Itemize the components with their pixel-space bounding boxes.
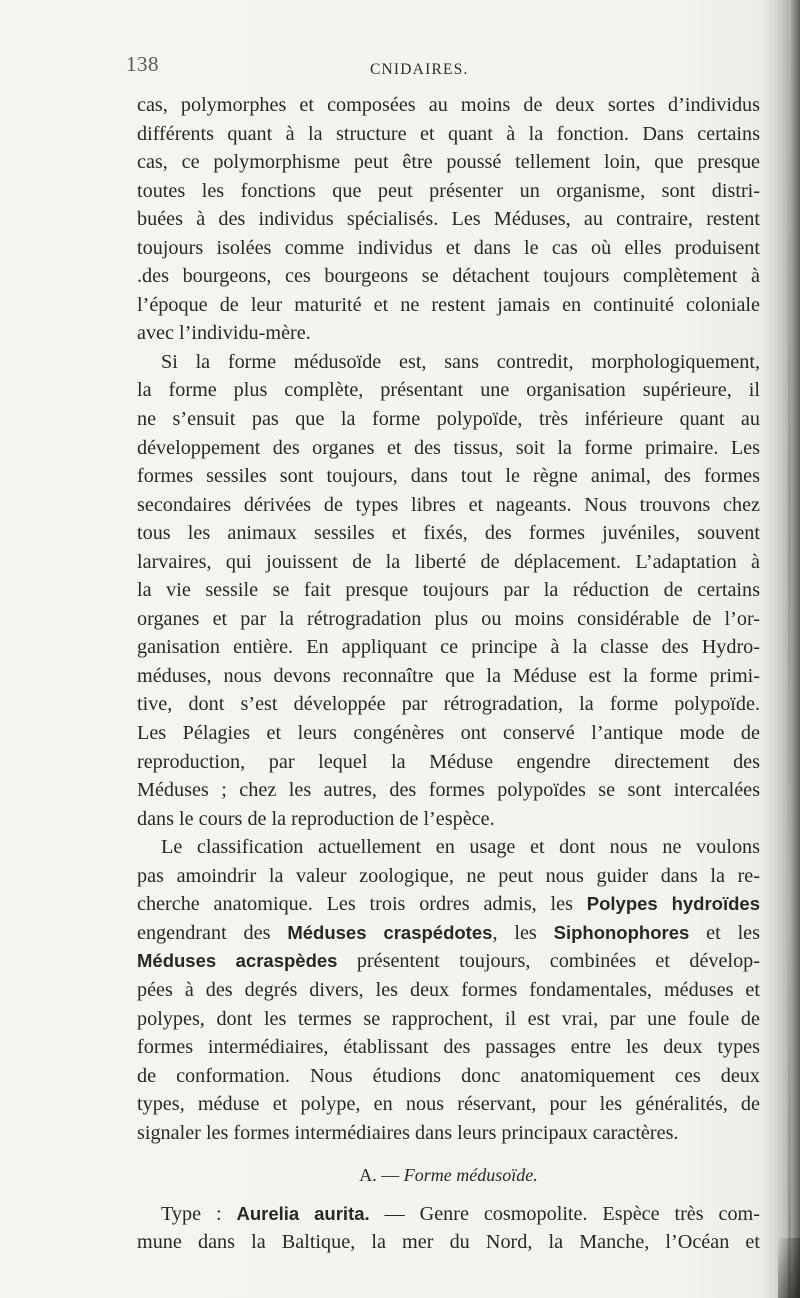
text-line: .des bourgeons, ces bourgeons se détachent toujours complètement à [137, 265, 760, 288]
taxon-polypes-hydroides: Polypes hydroïdes [586, 893, 760, 915]
page-corner-shadow [778, 1238, 800, 1298]
text-line: Les Pélagies et leurs congénères ont conservé l’antique mode de [137, 722, 760, 745]
text-line: de conformation. Nous étudions donc anatomiquement ces deux [137, 1064, 760, 1087]
section-label: A. — [359, 1165, 404, 1186]
text-line: buées à des individus spécialisés. Les Méduses, au contraire, restent [137, 208, 760, 231]
text-line: secondaires dérivées de types libres et nageants. Nous trouvons chez [137, 493, 760, 516]
text-line: cas, polymorphes et composées au moins de deux sortes d’individus [137, 94, 760, 116]
text-line: types, méduse et polype, en nous réservant, pour les généralités, de [137, 1093, 760, 1116]
paragraph-2 [137, 348, 760, 833]
text-run: engendrant des [137, 921, 288, 944]
text-line [137, 1200, 760, 1229]
paragraph-4 [137, 1200, 760, 1257]
text-line: toujours isolées comme individus et dans le cas où elles produisent [137, 236, 760, 259]
text-line: polypes, dont les termes se rapprochent, il est vrai, par une foule de [137, 1007, 760, 1030]
body-text [137, 91, 760, 1257]
section-title: Forme médusoïde. [403, 1165, 538, 1186]
text-line: la forme plus complète, présentant une organisation supérieure, il [137, 379, 760, 402]
text-line: toutes les fonctions que peut présenter un organisme, sont distri- [137, 179, 760, 202]
taxon-siphonophores: Siphonophores [553, 921, 690, 943]
text-line: dans le cours de la reproduction de l’espèce. [137, 807, 495, 830]
text-line: différents quant à la structure et quant à la fonction. Dans certains [137, 122, 760, 145]
text-line: signaler les formes intermédiaires dans leurs principaux caractères. [137, 1121, 679, 1144]
text-run: cherche anatomique. Les trois ordres admis, les [137, 893, 587, 916]
text-line: formes intermédiaires, établissant des passages entre les deux types [137, 1036, 760, 1059]
text-line: formes sessiles sont toujours, dans tout le règne animal, des formes [137, 465, 760, 488]
text-line: larvaires, qui jouissent de la liberté de déplacement. L’adaptation à [137, 550, 760, 573]
page-header [0, 52, 800, 82]
paragraph-3 [137, 833, 760, 1147]
text-line: avec l’individu-mère. [137, 322, 311, 345]
text-line: Si la forme médusoïde est, sans contredit, morphologiquement, [161, 350, 760, 373]
text-line: l’époque de leur maturité et ne restent jamais en continuité coloniale [137, 293, 760, 316]
text-run: présentent toujours, combinées et dévelop- [337, 950, 760, 973]
page-edge-shadow [762, 0, 800, 1298]
text-line: Méduses ; chez les autres, des formes polypoïdes se sont intercalées [137, 779, 760, 802]
text-line: organes et par la rétrogradation plus ou moins considérable de l’or- [137, 607, 760, 630]
taxon-meduses-craspedotes: Méduses craspédotes [287, 921, 493, 943]
text-line: développement des organes et des tissus, soit la forme primaire. Les [137, 436, 760, 459]
text-line: tous les animaux sessiles et fixés, des formes juvéniles, souvent [137, 522, 760, 545]
text-line: Le classification actuellement en usage et dont nous ne voulons [161, 836, 760, 859]
text-line: méduses, nous devons reconnaître que la Méduse est la forme primi- [137, 664, 760, 687]
text-line: pées à des degrés divers, les deux formes fondamentales, méduses et [137, 978, 760, 1001]
text-line [137, 947, 760, 976]
text-line: reproduction, par lequel la Méduse engendre directement des [137, 750, 760, 773]
text-line: ganisation entière. En appliquant ce principe à la classe des Hydro- [137, 636, 760, 659]
text-run: — Genre cosmopolite. Espèce très com- [369, 1202, 760, 1225]
text-line: cas, ce polymorphisme peut être poussé tellement loin, que presque [137, 151, 760, 174]
text-line [137, 890, 760, 919]
text-line: la vie sessile se fait presque toujours par la réduction de certains [137, 579, 760, 602]
taxon-aurelia-aurita: Aurelia aurita. [236, 1202, 370, 1224]
text-run: Type : [161, 1202, 237, 1225]
text-run: et les [689, 921, 761, 944]
text-line: ne s’ensuit pas que la forme polypoïde, très inférieure quant au [137, 408, 760, 431]
running-head: CNIDAIRES. [370, 61, 469, 78]
text-run: , les [492, 921, 554, 944]
page-edge-streak [788, 0, 791, 1298]
text-line: pas amoindrir la valeur zoologique, ne peut nous guider dans la re- [137, 864, 760, 887]
text-line: tive, dont s’est développée par rétrogradation, la forme polypoïde. [137, 693, 760, 716]
text-line: mune dans la Baltique, la mer du Nord, la Manche, l’Océan et [137, 1231, 760, 1254]
taxon-meduses-acraspedes: Méduses acraspèdes [137, 950, 338, 972]
page-number: 138 [126, 52, 159, 76]
paragraph-1 [137, 91, 760, 348]
section-heading [137, 1161, 760, 1190]
text-line [137, 919, 760, 948]
